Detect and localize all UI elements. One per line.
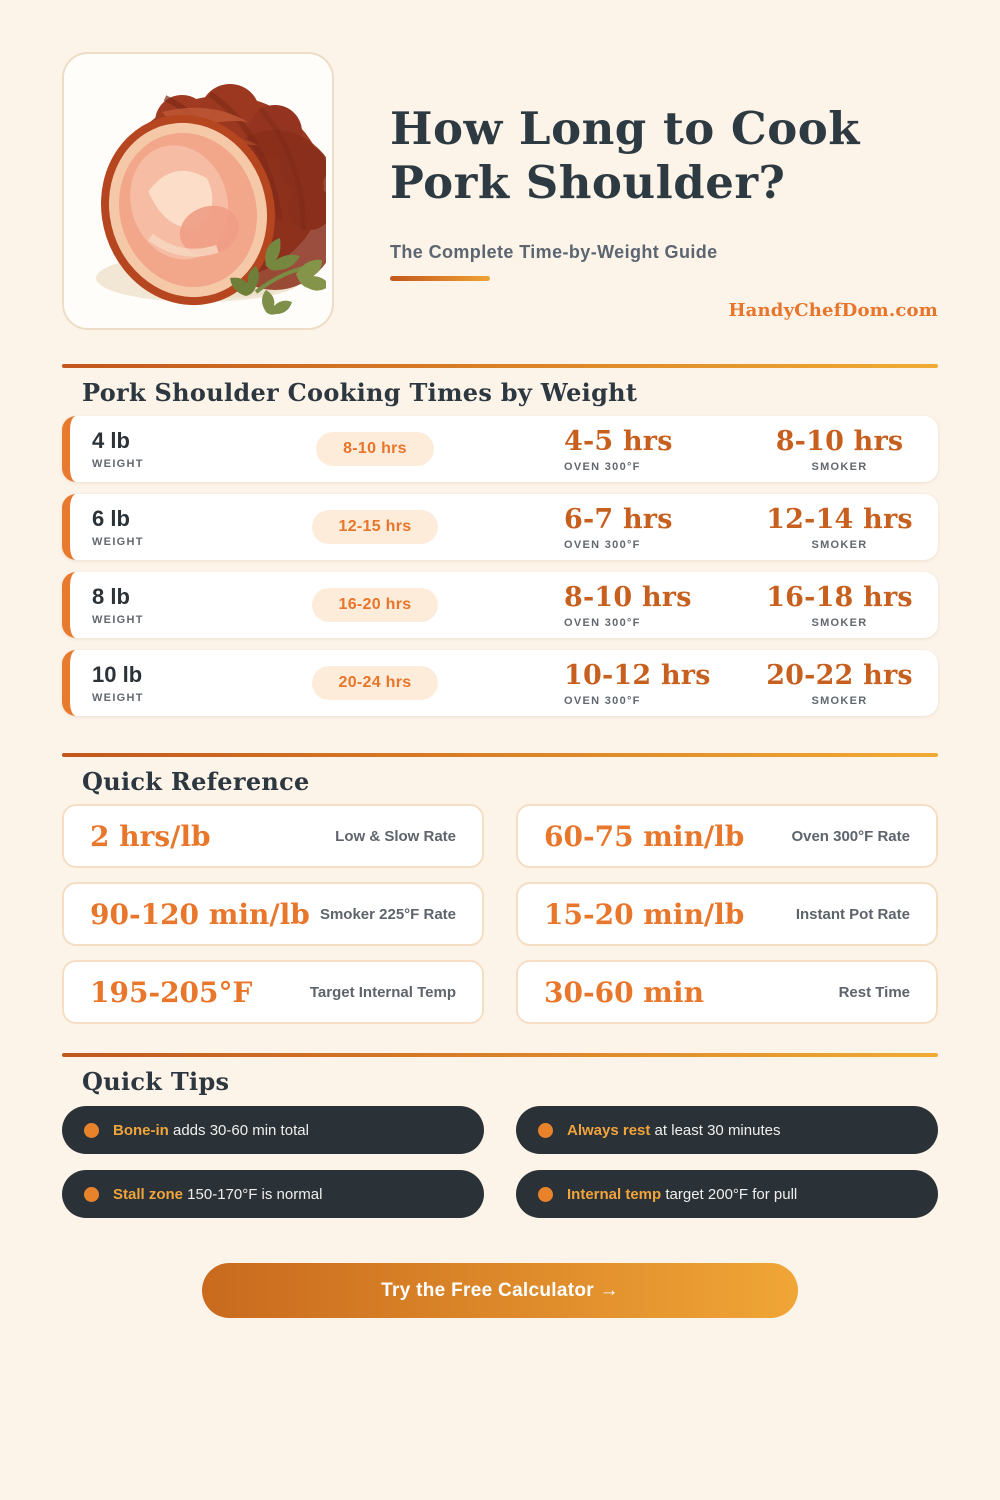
- smoker-cell: [755, 426, 938, 473]
- weight-cell: [92, 428, 250, 470]
- oven-time: 8-10 hrs: [564, 581, 692, 613]
- subtitle-accent-rule: [390, 276, 490, 281]
- quick-ref-label: Target Internal Temp: [309, 983, 456, 1001]
- total-time-cell: [250, 666, 500, 700]
- smoker-label: SMOKER: [811, 616, 868, 629]
- oven-time: 4-5 hrs: [564, 425, 673, 457]
- oven-label: OVEN 300°F: [564, 538, 641, 551]
- tip-body: adds 30-60 min total: [168, 1121, 309, 1139]
- total-time-pill: 12-15 hrs: [312, 510, 439, 544]
- bullet-dot-icon: [538, 1123, 553, 1138]
- oven-label: OVEN 300°F: [564, 460, 641, 473]
- smoker-label: SMOKER: [811, 694, 868, 707]
- table-row: [62, 416, 938, 482]
- tip-body: target 200°F for pull: [661, 1185, 798, 1203]
- quick-ref-card: [62, 804, 484, 868]
- free-calculator-cta-button[interactable]: Try the Free Calculator →: [202, 1263, 798, 1318]
- quick-ref-card: [516, 882, 938, 946]
- quick-ref-value: 90-120 min/lb: [90, 897, 310, 931]
- section-divider: [62, 364, 938, 368]
- smoker-cell: [755, 660, 938, 707]
- quick-tips-grid: [62, 1106, 938, 1218]
- page-subtitle: The Complete Time-by-Weight Guide: [390, 242, 718, 263]
- quick-ref-label: Low & Slow Rate: [335, 827, 456, 845]
- quick-ref-value: 60-75 min/lb: [544, 819, 745, 853]
- tip-highlight: Stall zone: [113, 1185, 184, 1203]
- section-divider: [62, 1053, 938, 1057]
- quick-ref-card: [516, 960, 938, 1024]
- quick-ref-value: 15-20 min/lb: [544, 897, 745, 931]
- bullet-dot-icon: [84, 1187, 99, 1202]
- weight-label: WEIGHT: [92, 614, 144, 626]
- quick-ref-label: Smoker 225°F Rate: [319, 905, 456, 923]
- header: [0, 0, 1000, 330]
- weight-value: 4 lb: [92, 428, 130, 453]
- smoker-cell: [755, 582, 938, 629]
- weight-label: WEIGHT: [92, 536, 144, 548]
- smoker-time: 20-22 hrs: [766, 659, 913, 691]
- quick-ref-card: [516, 804, 938, 868]
- oven-cell: [500, 660, 755, 707]
- total-time-pill: 16-20 hrs: [312, 588, 439, 622]
- smoker-time: 12-14 hrs: [766, 503, 913, 535]
- tip-text: [113, 1186, 322, 1203]
- weight-label: WEIGHT: [92, 458, 144, 470]
- smoker-cell: [755, 504, 938, 551]
- hero-image-card: [62, 52, 334, 330]
- tip-pill: [62, 1106, 484, 1154]
- tip-pill: [62, 1170, 484, 1218]
- weight-value: 8 lb: [92, 584, 130, 609]
- table-section-title: Pork Shoulder Cooking Times by Weight: [82, 378, 638, 407]
- smoker-time: 8-10 hrs: [775, 425, 904, 457]
- tip-highlight: Internal temp: [567, 1185, 662, 1203]
- quick-reference-title: Quick Reference: [82, 767, 310, 796]
- oven-time: 10-12 hrs: [564, 659, 711, 691]
- oven-cell: [500, 504, 755, 551]
- quick-tips-title: Quick Tips: [82, 1067, 230, 1096]
- tip-text: [113, 1122, 309, 1139]
- quick-ref-label: Instant Pot Rate: [795, 905, 910, 923]
- bullet-dot-icon: [538, 1187, 553, 1202]
- quick-ref-label: Oven 300°F Rate: [791, 827, 910, 845]
- table-row: [62, 572, 938, 638]
- quick-ref-card: [62, 960, 484, 1024]
- page-title-line1: How Long to Cook: [390, 102, 860, 156]
- smoker-label: SMOKER: [811, 538, 868, 551]
- oven-cell: [500, 426, 755, 473]
- tip-highlight: Always rest: [567, 1121, 651, 1139]
- total-time-pill: 8-10 hrs: [316, 432, 434, 466]
- weight-value: 6 lb: [92, 506, 130, 531]
- weight-label: WEIGHT: [92, 692, 144, 704]
- tip-pill: [516, 1106, 938, 1154]
- total-time-cell: [250, 588, 500, 622]
- oven-label: OVEN 300°F: [564, 616, 641, 629]
- smoker-time: 16-18 hrs: [766, 581, 913, 613]
- tip-text: [567, 1186, 797, 1203]
- tip-body: 150-170°F is normal: [183, 1185, 323, 1203]
- oven-label: OVEN 300°F: [564, 694, 641, 707]
- tip-body: at least 30 minutes: [650, 1121, 781, 1139]
- oven-cell: [500, 582, 755, 629]
- weight-cell: [92, 584, 250, 626]
- quick-ref-value: 2 hrs/lb: [90, 819, 211, 853]
- bullet-dot-icon: [84, 1123, 99, 1138]
- cooking-times-table: [62, 416, 938, 716]
- weight-value: 10 lb: [92, 662, 143, 687]
- tip-text: [567, 1122, 780, 1139]
- section-divider: [62, 753, 938, 757]
- tip-highlight: Bone-in: [113, 1121, 169, 1139]
- table-row: [62, 494, 938, 560]
- total-time-pill: 20-24 hrs: [312, 666, 439, 700]
- page-title: [390, 102, 938, 210]
- pork-roast-illustration: [70, 60, 326, 322]
- weight-cell: [92, 662, 250, 704]
- page-title-line2: Pork Shoulder?: [390, 156, 786, 210]
- quick-ref-value: 195-205°F: [90, 975, 253, 1009]
- site-url[interactable]: HandyChefDom.com: [728, 300, 938, 321]
- smoker-label: SMOKER: [811, 460, 868, 473]
- weight-cell: [92, 506, 250, 548]
- oven-time: 6-7 hrs: [564, 503, 673, 535]
- quick-reference-grid: [62, 804, 938, 1024]
- quick-ref-card: [62, 882, 484, 946]
- total-time-cell: [250, 510, 500, 544]
- quick-ref-label: Rest Time: [838, 983, 910, 1001]
- quick-ref-value: 30-60 min: [544, 975, 704, 1009]
- tip-pill: [516, 1170, 938, 1218]
- total-time-cell: [250, 432, 500, 466]
- table-row: [62, 650, 938, 716]
